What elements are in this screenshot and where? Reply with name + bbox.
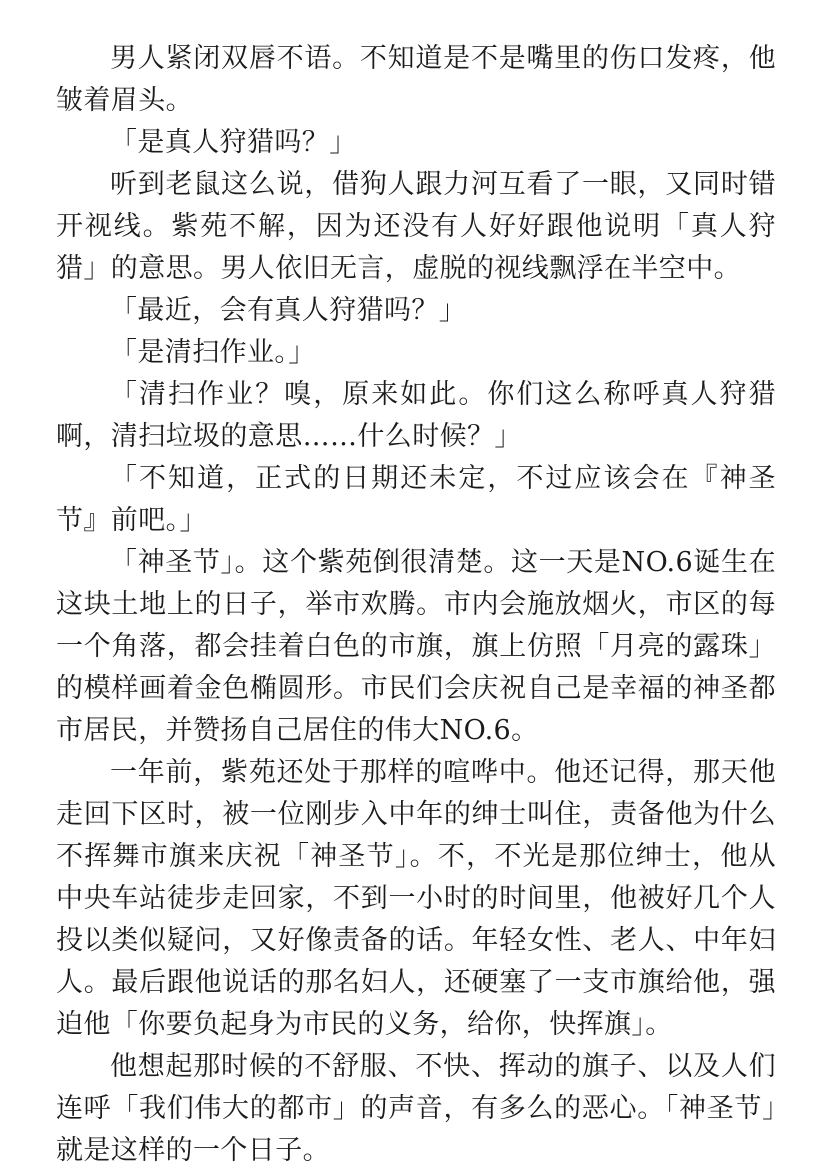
paragraph-7: 「不知道，正式的日期还未定，不过应该会在『神圣节』前吧。」 (56, 463, 776, 536)
paragraph-4: 「最近，会有真人狩猎吗？」 (110, 295, 467, 326)
paragraph-6: 「清扫作业？嗅，原来如此。你们这么称呼真人狩猎啊，清扫垃圾的意思……什么时候？」 (56, 379, 776, 452)
paragraph-1: 男人紧闭双唇不语。不知道是不是嘴里的伤口发疼，他皱着眉头。 (56, 43, 776, 116)
paragraph-9: 一年前，紫苑还处于那样的喧哗中。他还记得，那天他走回下区时，被一位刚步入中年的绅士叫住，责备他为什么不挥舞市旗来庆祝「神圣节」。不，不光是那位绅士，他从中央车站徒步走回家，不到一小时的时间里，他被好几个人投以类似疑问，又好像责备的话。年轻女性、老人、中年妇人。最后跟他说话的那名妇人，还硬塞了一支市旗给他，强迫他「你要负起身为市民的义务，给你，快挥旗」。 (56, 757, 776, 1040)
paragraph-3: 听到老鼠这么说，借狗人跟力河互看了一眼，又同时错开视线。紫苑不解，因为还没有人好好跟他说明「真人狩猎」的意思。男人依旧无言，虚脱的视线飘浮在半空中。 (56, 169, 776, 284)
document-body (56, 38, 776, 1172)
paragraph-8: 「神圣节」。这个紫苑倒很清楚。这一天是NO.6诞生在这块土地上的日子，举市欢腾。市内会施放烟火，市区的每一个角落，都会挂着白色的市旗，旗上仿照「月亮的露珠」的模样画着金色椭圆形。市民们会庆祝自己是幸福的神圣都市居民，并赞扬自己居住的伟大NO.6。 (56, 547, 776, 746)
paragraph-5: 「是清扫作业。」 (110, 337, 316, 368)
paragraph-10: 他想起那时候的不舒服、不快、挥动的旗子、以及人们连呼「我们伟大的都市」的声音，有多么的恶心。「神圣节」就是这样的一个日子。 (56, 1051, 776, 1166)
paragraph-2: 「是真人狩猎吗？」 (110, 127, 357, 158)
